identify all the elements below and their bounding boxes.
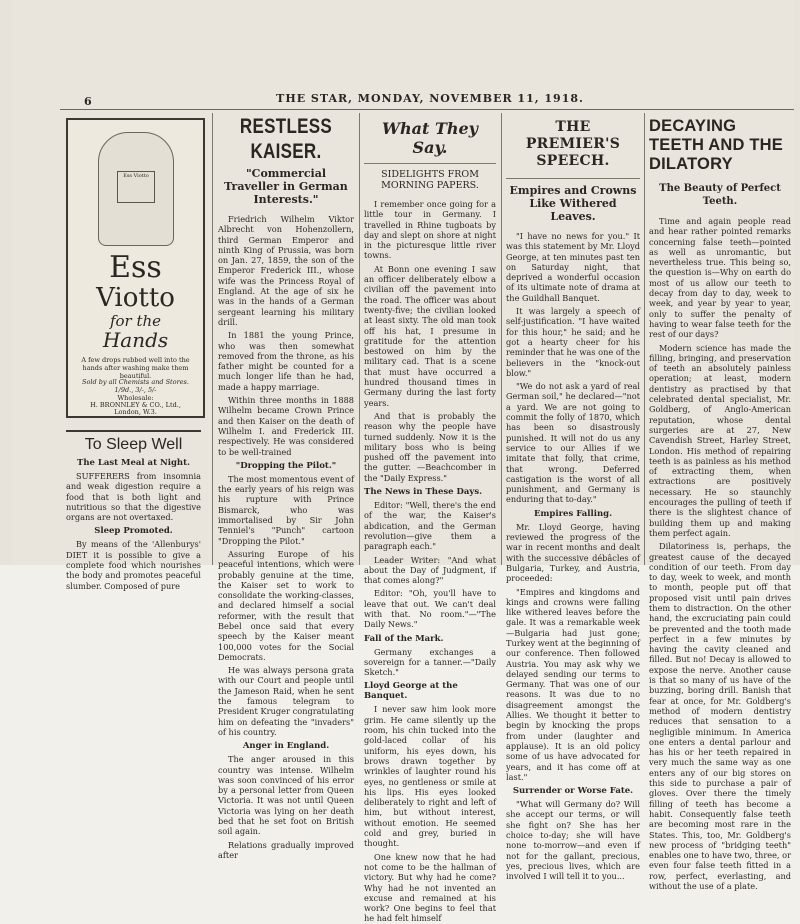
- article-paragraph: He was always persona grata with our Court and people until the Jameson Raid, when he sent the famous telegram to President Kruger congratulating him on defeating the "invaders" of his country.: [218, 665, 354, 737]
- article-paragraph: In 1881 the young Prince, who was then somewhat removed from the throne, as his father might be counted for a much longer life than he had, made a happy marriage.: [218, 330, 354, 392]
- article-paragraph: The anger aroused in this country was intense. Wilhelm was soon convinced of his error by a personal letter from Queen Victoria. It was not until Queen Victoria was lying on her death bed that he set foot on British soil again.: [218, 754, 354, 837]
- column-rule: [359, 113, 360, 565]
- masthead: THE STAR, MONDAY, NOVEMBER 11, 1918.: [276, 92, 584, 105]
- ad-wholesale-city: London, W.3.: [114, 408, 157, 416]
- article-paragraph: It was largely a speech of self-justification. "I have waited for this hour," he said; and he got a hearty cheer for his reminder that he was one of the believers in the "knock-out blow.": [506, 306, 640, 378]
- article-paragraph: Relations gradually improved after: [218, 839, 354, 860]
- page-number: 6: [84, 95, 92, 108]
- article-restless-kaiser: [218, 113, 354, 860]
- brand-hands: Hands: [102, 328, 169, 352]
- article-subheading: "Dropping the Pilot.": [235, 460, 337, 471]
- article-paragraph: Assuring Europe of his peaceful intentions, which were probably genuine at the time, the Kaiser set to work to consolidate the working-classes, and declared himself a social reformer, with the result that Bebel once said that every speech by the Kaiser meant 100,000 votes for the Social Democrats.: [218, 548, 354, 662]
- brand-ess: Ess: [109, 250, 162, 285]
- article-decaying-teeth: [649, 113, 791, 891]
- bottle-illustration: [98, 132, 174, 246]
- bottle-label: Ess Viotto: [117, 171, 155, 203]
- article-subheading: Fall of the Mark.: [364, 633, 444, 644]
- article-paragraph: Germany exchanges a sovereign for a tanner.—"Daily Sketch.": [364, 646, 496, 678]
- ad-wholesale-name: H. BRONNLEY & CO., Ltd.,: [90, 401, 181, 409]
- article-paragraph: "We do not ask a yard of real German soil," he declared—"not a yard. We are not going to commit the folly of 1870, which has been so disastrously punished. It will not do us any service to our Allies if we imitate that folly, that crime, that wrong. Deferred castigation is the worst of all punishment, and Germany is enduring that to-day.": [506, 381, 640, 505]
- divider: [364, 163, 496, 164]
- article-paragraph: "What will Germany do? Will she accept our terms, or will she fight on? She has her choice to-day; she will have none to-morrow—and even if not for the gallant, precious, yes, precious lives, which are involved I will tell it to you...: [506, 799, 640, 882]
- article-paragraph: Editor: "Oh, you'll have to leave that out. We can't deal with that. No room."—"The Daily News.": [364, 588, 496, 630]
- article-headline: What They Say.: [382, 119, 478, 157]
- column-rule: [212, 113, 213, 565]
- article-subheadline: SIDELIGHTS FROM MORNING PAPERS.: [381, 169, 479, 191]
- sleep-ad-subheading: The Last Meal at Night.: [77, 458, 190, 468]
- article-paragraph: Friedrich Wilhelm Viktor Albrecht von Hohenzollern, third German Emperor and ninth King of Prussia, was born on Jan. 27, 1859, the son of the Emperor Frederick III., whose wife was the Princess Royal of England. At the age of six he was in the hands of a German sergeant learning his military drill.: [218, 214, 354, 327]
- article-paragraph: One knew now that he had not come to be the hallman of victory. But why had he come? Why had he not invented an excuse and remained at his work? One begins to feel that he had felt himself: [364, 851, 496, 924]
- article-headline: THE PREMIER'S SPEECH.: [525, 119, 621, 169]
- article-subheading: Anger in England.: [242, 741, 330, 752]
- article-paragraph: "Empires and kingdoms and kings and crowns were falling like withered leaves before the gale. It was a remarkable week—Bulgaria had just gone; Turkey went at the beginning of our conference. Then followed Austria. You may ask why we delayed sending our terms to Germany. That was one of our reasons. It was due to no disagreement amongst the Allies. We thought it better to begin by knocking the props from under (laughter and applause). It is an old policy some of us have advocated for years, and it has come off at last.": [506, 586, 640, 782]
- ess-viotto-advertisement: [66, 118, 205, 418]
- article-paragraph: Dilatoriness is, perhaps, the greatest cause of the decayed condition of our teeth. From day to day, week to week, and month to month, people put off that proposed visit until pain drives them to distraction. On the other hand, the excruciating pain could be prevented and the tooth made perfect in a few minutes by having the cavity cleaned and filled. But no! Decay is allowed to expose the nerve. Another cause is that so many of us have of the buzzing, boring drill. Banish that fear at once, for Mr. Goldberg's method of modern dentistry reduces that sensation to a negligible minimum. In America one enters a dental parlour and has his or her teeth repaired in very much the same way as one enters any of our big stores on this side to purchase a pair of gloves. Over there the timely filling of teeth has become a habit. Consequently false teeth are becoming most rare in the States. This, too, Mr. Goldberg's new process of "bridging teeth" enables one to have two, three, or even four false teeth fitted in a row, perfect, everlasting, and without the use of a plate.: [649, 541, 791, 891]
- article-premiers-speech: [506, 113, 640, 882]
- article-paragraph: "I have no news for you." It was this statement by Mr. Lloyd George, at ten minutes past ten on Saturday night, that deprived a wonderful occasion of its ultimate note of drama at the Guildhall Banquet.: [506, 231, 640, 303]
- column-rule: [501, 113, 502, 565]
- header-rule: [60, 109, 794, 110]
- article-paragraph: Leader Writer: "And what about the Day of Judgment, if that comes along?": [364, 554, 496, 586]
- article-headline: RESTLESS KAISER.: [239, 114, 333, 163]
- article-paragraph: The most momentous event of the early years of his reign was his rupture with Prince Bismarck, who was immortalised by Sir John Tenniel's "Punch" cartoon "Dropping the Pilot.": [218, 473, 354, 546]
- article-subheadline: The Beauty of Perfect Teeth.: [659, 183, 781, 207]
- article-subheadline: Empires and Crowns Like Withered Leaves.: [509, 184, 637, 223]
- divider: [506, 178, 640, 179]
- article-paragraph: Editor: "Well, there's the end of the war, the Kaiser's abdication, and the German revolution—give them a paragraph each.": [364, 500, 496, 552]
- to-sleep-well-advertisement: [66, 430, 201, 591]
- article-paragraph: I remember once going for a little tour in Germany. I travelled in Rhine tugboats by day and slept on shore at night in the picturesque little river towns.: [364, 199, 496, 261]
- article-what-they-say: [364, 113, 496, 924]
- brand-for-the: for the: [109, 312, 162, 330]
- article-subheading: Empires Falling.: [533, 508, 613, 519]
- article-paragraph: And that is probably the reason why the people have turned suddenly. Now it is the military boss who is being pushed off the pavement into the gutter. —Beachcomber in the "Daily Express.": [364, 410, 496, 483]
- article-paragraph: Mr. Lloyd George, having reviewed the progress of the war in recent months and dealt with the successive débâcles of Bulgaria, Turkey, and Austria, proceeded:: [506, 521, 640, 584]
- sleep-ad-subheading: Sleep Promoted.: [94, 526, 173, 537]
- article-subheadline: "Commercial Traveller in German Interests.": [224, 167, 348, 206]
- brand-viotto: Viotto: [96, 283, 175, 313]
- article-subheading: Lloyd George at the Banquet.: [364, 681, 458, 702]
- article-paragraph: Modern science has made the filling, bringing, and preservation of teeth an absolutely painless operation; at least, modern dentistry as practised by that celebrated dental specialist, Mr. Goldberg, of Anglo-American reputation, whose dental surgeries are at 27, New Cavendish Street, Harley Street, London. His method of repairing teeth is as painless as his method of extracting them, when extractions are positively necessary. He so staunchly encourages the pulling of teeth if there is the slightest chance of building them up and making them perfect again.: [649, 342, 791, 538]
- article-subheading: The News in These Days.: [364, 487, 483, 498]
- sleep-ad-text: SUFFERERS from insomnia and weak digestion require a food that is both light and nutritious so that the digestive organs are not overtaxed.: [66, 471, 201, 523]
- ad-wholesale-label: Wholesale:: [117, 394, 154, 402]
- article-paragraph: I never saw him look more grim. He came silently up the room, his chin tucked into the gold-laced collar of his uniform, his eyes down, his brows drawn together by wrinkles of laughter round his eyes, no gentleness or smile at his lips. His eyes looked deliberately to right and left of him, but without interest, without emotion. He seemed cold and grey, buried in thought.: [364, 704, 496, 849]
- article-paragraph: At Bonn one evening I saw an officer deliberately elbow a civilian off the pavement into the road. The officer was about twenty-five; the civilian looked at least sixty. The old man took off his hat, I presume in gratitude for the attention bestowed on him by the military cad. That is a scene that must have occurred a hundred thousand times in Germany during the last forty years.: [364, 263, 496, 408]
- column-rule: [644, 113, 645, 565]
- sleep-ad-text: By means of the 'Allenburys' DIET it is possible to give a complete food which nourishes the body and promotes peaceful slumber. Composed of pure: [66, 539, 201, 591]
- sleep-ad-title: To Sleep Well: [84, 436, 183, 453]
- article-paragraph: Within three months in 1888 Wilhelm became Crown Prince and then Kaiser on the death of Wilhelm I. and Frederick III. respectively. He was considered to be well-trained: [218, 395, 354, 457]
- ad-sold-by: Sold by all Chemists and Stores. 1/9d., 3/-, 5/-: [82, 378, 189, 394]
- article-headline: DECAYING TEETH AND THE DILATORY: [649, 117, 783, 173]
- article-subheading: Surrender or Worse Fate.: [512, 786, 634, 797]
- ad-tagline: A few drops rubbed well into the hands after washing make them beautiful.: [81, 356, 190, 380]
- article-paragraph: Time and again people read and hear rather pointed remarks concerning false teeth—pointed as well as unromantic, but nevertheless true. This being so, the question is—Why on earth do most of us allow our teeth to decay from day to day, week to week, and year by year to year, only to suffer the penalty of having to wear false teeth for the rest of our days?: [649, 216, 791, 340]
